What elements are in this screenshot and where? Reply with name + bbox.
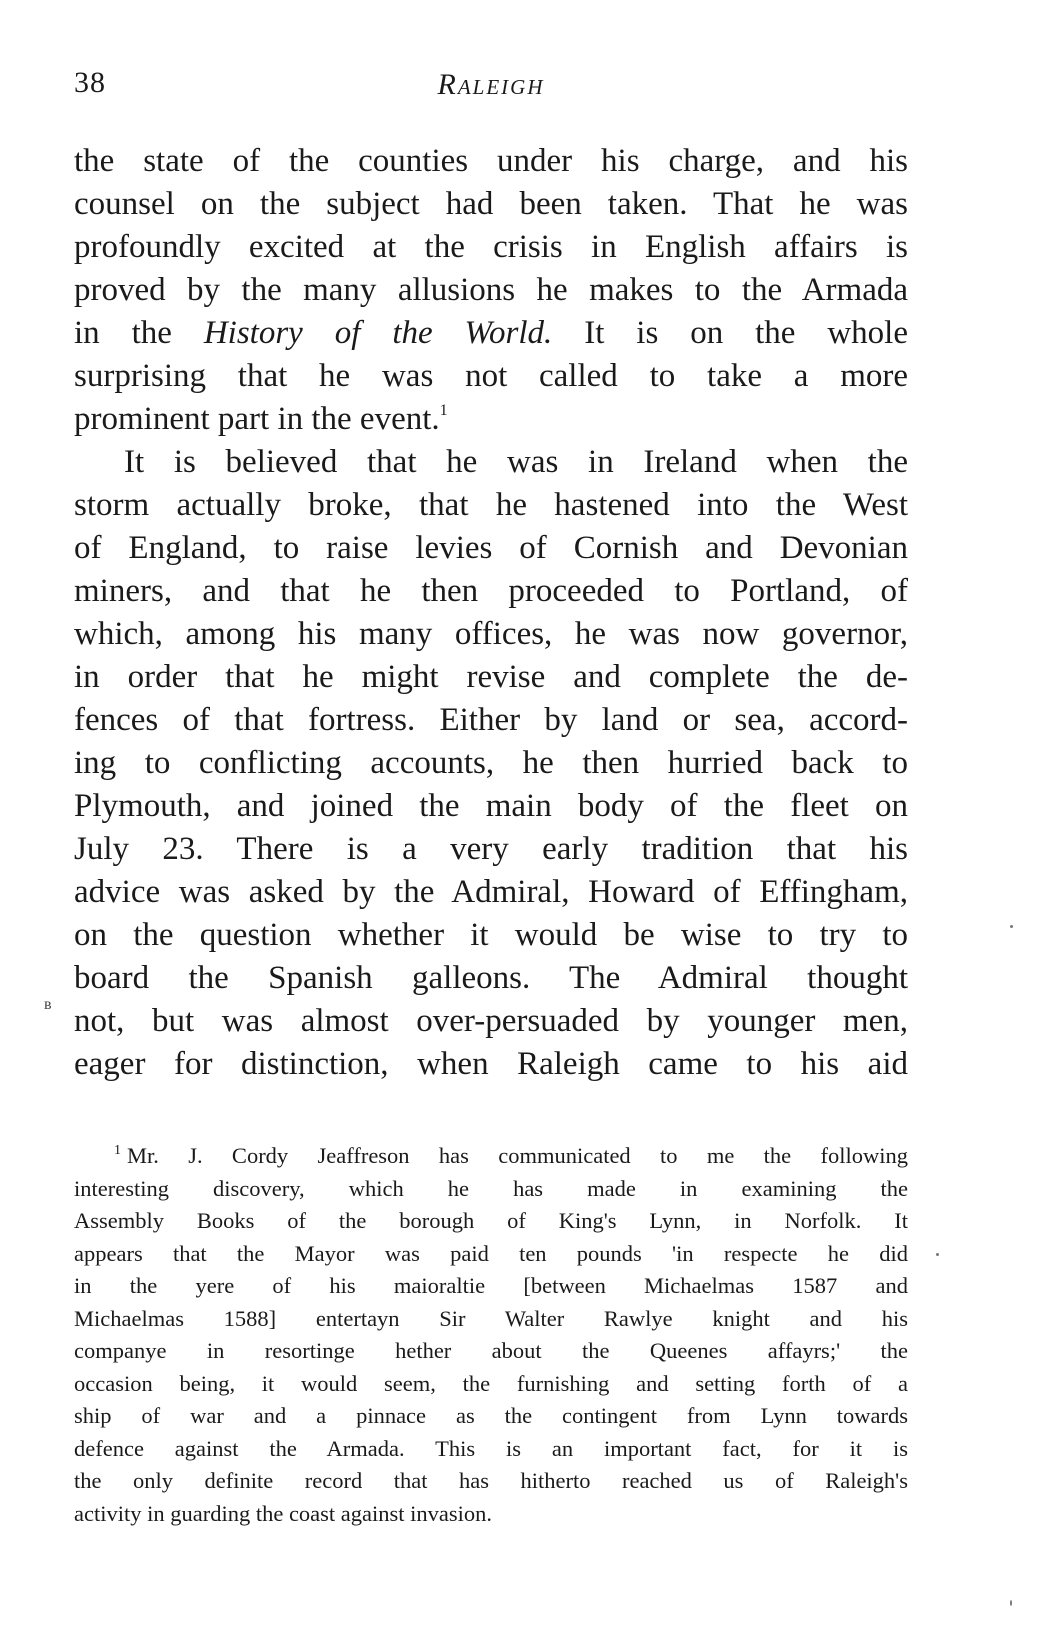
text-line: counsel on the subject had been taken. That he was: [74, 186, 908, 222]
text-fragment: It is on the whole: [584, 315, 908, 351]
print-speck: [1010, 925, 1013, 928]
text-line: storm actually broke, that he hastened into the West: [74, 487, 908, 523]
page-number: 38: [74, 66, 106, 99]
footnote-line: Michaelmas 1588] entertayn Sir Walter Rawlye knight and his: [74, 1305, 908, 1331]
footnote-line: [74, 1140, 908, 1173]
text-line: ing to conflicting accounts, he then hurried back to: [74, 745, 908, 781]
footnote-line: ship of war and a pinnace as the contingent from Lynn towards: [74, 1403, 908, 1428]
text-line: profoundly excited at the crisis in English affairs is: [74, 229, 908, 265]
text-line: in order that he might revise and complete the de-: [74, 659, 908, 695]
print-speck: [1010, 1600, 1012, 1606]
footnote-marker: 1: [114, 1143, 121, 1158]
text-line: eager for distinction, when Raleigh came to his aid: [74, 1046, 908, 1082]
text-line: miners, and that he then proceeded to Portland, of: [74, 573, 908, 609]
running-title: Raleigh: [437, 68, 545, 101]
footnote-line: occasion being, it would seem, the furnishing and setting forth of a: [74, 1370, 908, 1396]
print-speck: [936, 1253, 939, 1256]
book-title-italic: History of the World.: [203, 315, 553, 351]
footnote: [74, 1140, 908, 1530]
footnote-line: Assembly Books of the borough of King's Lynn, in Norfolk. It: [74, 1208, 908, 1233]
text-line: July 23. There is a very early tradition that his: [74, 831, 908, 867]
text-line: surprising that he was not called to take a more: [74, 358, 908, 394]
footnote-line: appears that the Mayor was paid ten pounds 'in respecte he did: [74, 1240, 908, 1266]
text-line: on the question whether it would be wise to try to: [74, 917, 908, 953]
body-text: [74, 140, 908, 1086]
footnote-line: interesting discovery, which he has made in examining the: [74, 1175, 908, 1201]
margin-mark: ʙ: [44, 996, 52, 1013]
text-line: advice was asked by the Admiral, Howard of Effingham,: [74, 874, 908, 910]
text-fragment: in the: [74, 315, 172, 351]
text-line: [74, 398, 908, 441]
footnote-line: the only definite record that has hitherto reached us of Raleigh's: [74, 1468, 908, 1493]
running-head: [74, 66, 908, 116]
text-line: of England, to raise levies of Cornish and Devonian: [74, 530, 908, 566]
text-line: Plymouth, and joined the main body of the fleet on: [74, 788, 908, 824]
text-line: not, but was almost over-persuaded by younger men,: [74, 1003, 908, 1039]
footnote-line: defence against the Armada. This is an important fact, for it is: [74, 1435, 908, 1461]
text-line: proved by the many allusions he makes to the Armada: [74, 272, 908, 308]
footnote-line: activity in guarding the coast against invasion.: [74, 1500, 493, 1526]
text-line: [74, 312, 908, 355]
text-line: It is believed that he was in Ireland when the: [124, 444, 908, 480]
footnote-text: Mr. J. Cordy Jeaffreson has communicated to me the following: [127, 1143, 908, 1168]
footnote-line: in the yere of his maioraltie [between Michaelmas 1587 and: [74, 1273, 908, 1298]
footnote-reference: 1: [439, 402, 448, 419]
text-line: board the Spanish galleons. The Admiral thought: [74, 960, 908, 996]
text-fragment: prominent part in the event.: [74, 401, 440, 437]
text-line: the state of the counties under his charge, and his: [74, 143, 908, 179]
text-line: which, among his many offices, he was now governor,: [74, 616, 908, 652]
text-line: fences of that fortress. Either by land or sea, accord-: [74, 702, 908, 738]
footnote-line: companye in resortinge hether about the Queenes affayrs;' the: [74, 1338, 908, 1363]
